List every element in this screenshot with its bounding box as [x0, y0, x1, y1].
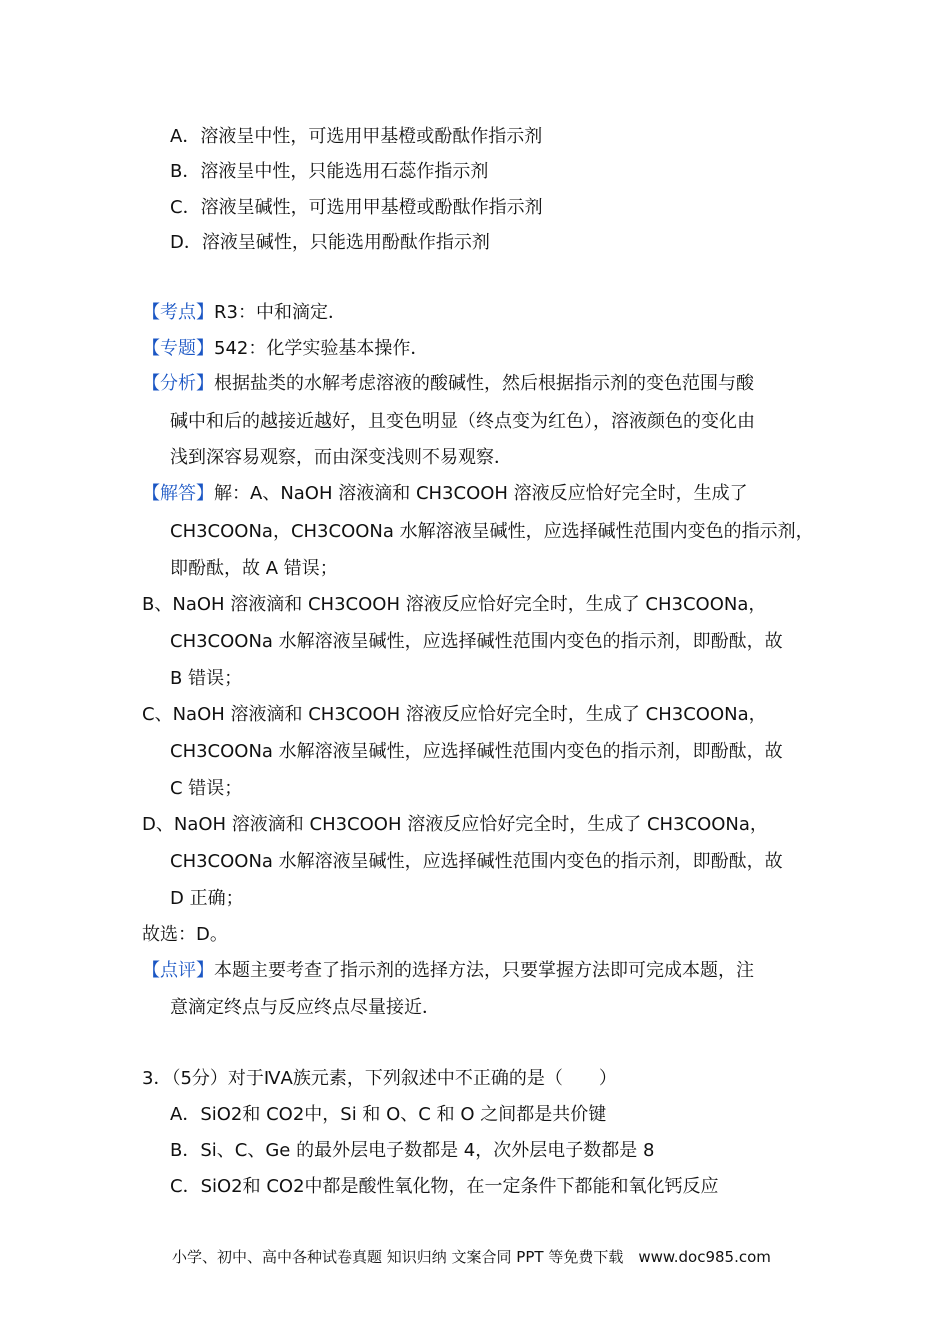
jieda-line-6: B 错误；	[170, 668, 243, 689]
q3-option-b: B．Si、C、Ge 的最外层电子数都是 4，次外层电子数都是 8	[170, 1140, 655, 1161]
jieda-line-8: CH3COONa 水解溶液呈碱性，应选择碱性范围内变色的指示剂，即酚酞，故	[170, 741, 783, 762]
dianping-label: 【点评】	[142, 960, 214, 981]
jieda-line-1	[142, 482, 748, 506]
jieda-line-2: CH3COONa，CH3COONa 水解溶液呈碱性，应选择碱性范围内变色的指示剂，	[170, 521, 814, 542]
kaodian-line	[142, 301, 346, 325]
option-c: C．溶液呈碱性，可选用甲基橙或酚酞作指示剂	[170, 197, 543, 218]
jieda-text-1: 解：A、NaOH 溶液滴和 CH3COOH 溶液反应恰好完全时，生成了	[214, 483, 748, 504]
zhuanti-line	[142, 337, 428, 361]
dianping-text-1: 本题主要考查了指示剂的选择方法，只要掌握方法即可完成本题，注	[214, 960, 754, 981]
option-b: B．溶液呈中性，只能选用石蕊作指示剂	[170, 161, 489, 182]
option-d: D．溶液呈碱性，只能选用酚酞作指示剂	[170, 232, 490, 253]
jieda-line-11: CH3COONa 水解溶液呈碱性，应选择碱性范围内变色的指示剂，即酚酞，故	[170, 851, 783, 872]
jieda-line-3: 即酚酞，故 A 错误；	[170, 558, 338, 579]
fenxi-line-1	[142, 372, 754, 396]
q3-stem: 3．（5分）对于ⅣA族元素，下列叙述中不正确的是（ ）	[142, 1068, 617, 1089]
jieda-line-9: C 错误；	[170, 778, 243, 799]
jieda-line-13: 故选：D。	[142, 924, 228, 945]
fenxi-label: 【分析】	[142, 373, 214, 394]
dianping-line-2: 意滴定终点与反应终点尽量接近．	[170, 997, 440, 1018]
jieda-label: 【解答】	[142, 483, 214, 504]
jieda-line-5: CH3COONa 水解溶液呈碱性，应选择碱性范围内变色的指示剂，即酚酞，故	[170, 631, 783, 652]
page-footer: 小学、初中、高中各种试卷真题 知识归纳 文案合同 PPT 等免费下载 www.doc985.com	[172, 1248, 771, 1266]
fenxi-line-2: 碱中和后的越接近越好，且变色明显（终点变为红色），溶液颜色的变化由	[170, 411, 755, 432]
jieda-line-12: D 正确；	[170, 888, 244, 909]
jieda-line-10: D、NaOH 溶液滴和 CH3COOH 溶液反应恰好完全时，生成了 CH3COONa，	[142, 814, 768, 835]
jieda-line-4: B、NaOH 溶液滴和 CH3COOH 溶液反应恰好完全时，生成了 CH3COONa，	[142, 594, 767, 615]
q3-option-a: A．SiO2和 CO2中，Si 和 O、C 和 O 之间都是共价键	[170, 1104, 607, 1125]
kaodian-label: 【考点】	[142, 302, 214, 323]
jieda-line-7: C、NaOH 溶液滴和 CH3COOH 溶液反应恰好完全时，生成了 CH3COONa，	[142, 704, 767, 725]
zhuanti-text: 542：化学实验基本操作．	[214, 338, 429, 359]
zhuanti-label: 【专题】	[142, 338, 214, 359]
dianping-line-1	[142, 959, 754, 983]
q3-option-c: C．SiO2和 CO2中都是酸性氧化物，在一定条件下都能和氧化钙反应	[170, 1176, 719, 1197]
fenxi-text-1: 根据盐类的水解考虑溶液的酸碱性，然后根据指示剂的变色范围与酸	[214, 373, 754, 394]
kaodian-text: R3：中和滴定．	[214, 302, 346, 323]
fenxi-line-3: 浅到深容易观察，而由深变浅则不易观察．	[170, 447, 512, 468]
option-a: A．溶液呈中性，可选用甲基橙或酚酞作指示剂	[170, 126, 543, 147]
